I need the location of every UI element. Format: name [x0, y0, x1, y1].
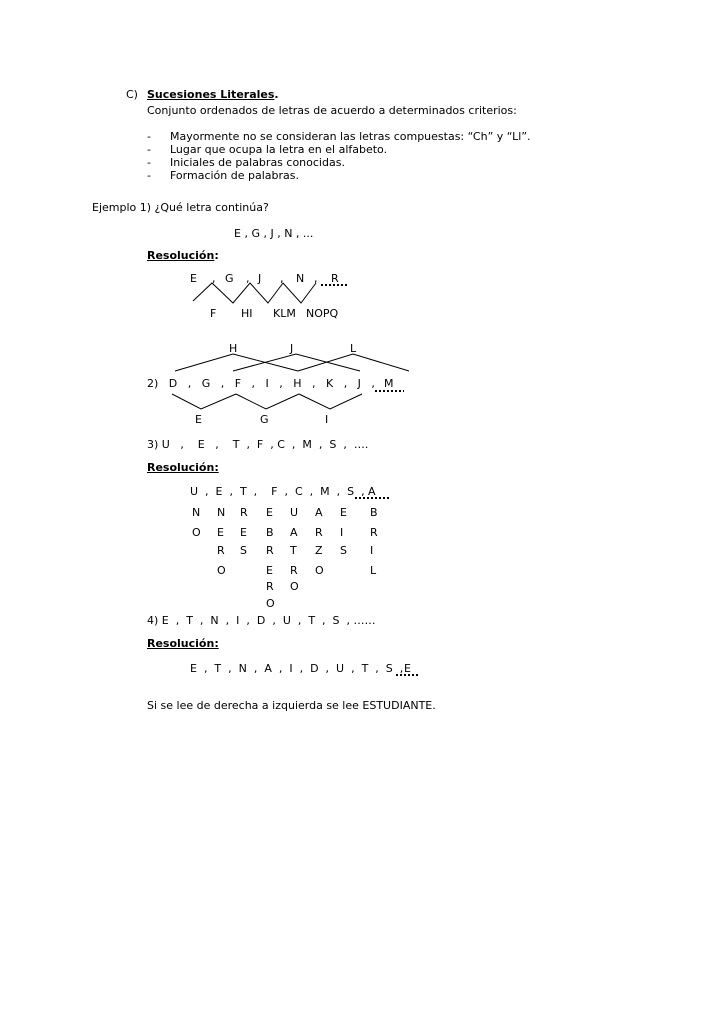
- bullet-item: Iniciales de palabras conocidas.: [170, 156, 345, 169]
- example1-letter: J: [258, 272, 262, 285]
- grid-letter: B: [266, 526, 274, 539]
- example1-comma: ,: [246, 272, 250, 285]
- bullet-item: Lugar que ocupa la letra en el alfabeto.: [170, 143, 388, 156]
- example1-gap: KLM: [273, 307, 296, 320]
- grid-letter: E: [266, 564, 273, 577]
- example4-resolution-label: Resolución:: [147, 637, 219, 650]
- grid-letter: E: [240, 526, 247, 539]
- grid-letter: O: [192, 526, 201, 539]
- section-title-end: .: [274, 88, 279, 101]
- example2-top-letter: J: [290, 342, 294, 355]
- example1-answer: R: [331, 272, 339, 285]
- bullet-mark: -: [147, 143, 151, 156]
- grid-letter: R: [217, 544, 225, 557]
- bullet-mark: -: [147, 156, 151, 169]
- grid-letter: I: [340, 526, 344, 539]
- example2-line: 2) D , G , F , I , H , K , J ,: [147, 377, 375, 390]
- example2-lower-arc: [299, 394, 362, 409]
- example2-bottom-letter: G: [260, 413, 269, 426]
- bullet-item: Mayormente no se consideran las letras compuestas: “Ch” y “Ll”.: [170, 130, 531, 143]
- grid-letter: A: [290, 526, 298, 539]
- example4-conclusion: Si se lee de derecha a izquierda se lee ESTUDIANTE.: [147, 699, 436, 712]
- grid-letter: R: [266, 580, 274, 593]
- grid-letter: R: [370, 526, 378, 539]
- example4-row-main: E , T , N , A , I , D , U , T , S ,: [190, 662, 404, 675]
- example1-gap: HI: [241, 307, 253, 320]
- example3-resolution-label: Resolución:: [147, 461, 219, 474]
- grid-letter: S: [240, 544, 247, 557]
- example1-letter: E: [190, 272, 197, 285]
- example2-answer: M: [384, 377, 394, 390]
- example3-row-main: U , E , T , F , C , M , S ,: [190, 485, 365, 498]
- example2-bottom-letter: E: [195, 413, 202, 426]
- example2-top-letter: L: [350, 342, 357, 355]
- grid-letter: R: [290, 564, 298, 577]
- section-marker: C): [126, 88, 138, 101]
- section-title-text: Sucesiones Literales: [147, 88, 275, 101]
- resolution-label-text: Resolución: [147, 249, 215, 262]
- example1-gap: NOPQ: [306, 307, 339, 320]
- example1-zigzag: [193, 283, 316, 303]
- example1-sequence: E , G , J , N , ...: [234, 227, 314, 240]
- section-intro: Conjunto ordenados de letras de acuerdo a determinados criterios:: [147, 104, 517, 117]
- example2-lower-arc: [236, 394, 299, 409]
- grid-letter: A: [315, 506, 323, 519]
- example1-gap: F: [210, 307, 217, 320]
- bullet-mark: -: [147, 169, 151, 182]
- grid-letter: E: [340, 506, 347, 519]
- grid-letter: O: [217, 564, 226, 577]
- grid-letter: Z: [315, 544, 323, 557]
- example1-letter: N: [296, 272, 305, 285]
- example2-bottom-letter: I: [325, 413, 329, 426]
- example1-question: Ejemplo 1) ¿Qué letra continúa?: [92, 201, 269, 214]
- grid-letter: R: [315, 526, 323, 539]
- grid-letter: N: [192, 506, 201, 519]
- example2-upper-arc: [298, 354, 409, 371]
- example2-upper-arc: [233, 354, 360, 371]
- example2-upper-arc: [175, 354, 298, 371]
- grid-letter: T: [290, 544, 297, 557]
- example4-sequence: 4) E , T , N , I , D , U , T , S , ……: [147, 614, 376, 627]
- grid-letter: I: [370, 544, 374, 557]
- grid-letter: L: [370, 564, 377, 577]
- grid-letter: O: [315, 564, 324, 577]
- example4-answer: E: [404, 662, 411, 675]
- grid-letter: B: [370, 506, 378, 519]
- example1-comma: ,: [314, 272, 318, 285]
- grid-letter: N: [217, 506, 226, 519]
- grid-letter: O: [266, 597, 275, 610]
- bullet-mark: -: [147, 130, 151, 143]
- example2-lower-arc: [172, 394, 236, 409]
- grid-letter: O: [290, 580, 299, 593]
- example1-letter: G: [225, 272, 234, 285]
- grid-letter: E: [217, 526, 224, 539]
- example1-comma: ,: [280, 272, 284, 285]
- example2-top-letter: H: [229, 342, 238, 355]
- grid-letter: E: [266, 506, 273, 519]
- example3-sequence: 3) U , E , T , F , C , M , S , ….: [147, 438, 369, 451]
- resolution-colon: :: [214, 249, 219, 262]
- grid-letter: R: [240, 506, 248, 519]
- example1-comma: ,: [212, 272, 216, 285]
- example3-answer: A: [368, 485, 376, 498]
- bullet-item: Formación de palabras.: [170, 169, 299, 182]
- grid-letter: U: [290, 506, 299, 519]
- grid-letter: S: [340, 544, 347, 557]
- grid-letter: R: [266, 544, 274, 557]
